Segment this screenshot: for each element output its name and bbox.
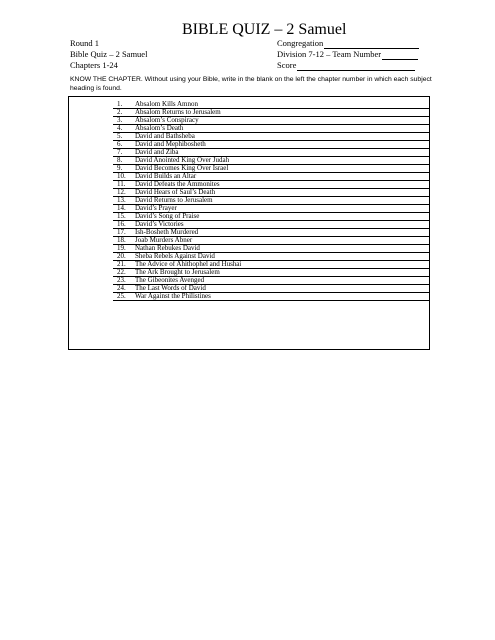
question-number: 9. bbox=[117, 164, 123, 172]
team-number-field bbox=[277, 49, 419, 60]
question-number: 18. bbox=[117, 236, 126, 244]
question-text: The Last Words of David bbox=[135, 284, 206, 292]
question-text: The Ark Brought to Jerusalem bbox=[135, 268, 220, 276]
question-number: 21. bbox=[117, 260, 126, 268]
question-row bbox=[113, 293, 430, 301]
question-text: David’s Victories bbox=[135, 220, 184, 228]
score-blank[interactable] bbox=[297, 62, 415, 71]
question-text: David Builds an Altar bbox=[135, 172, 197, 180]
question-text: Absalom Kills Amnon bbox=[135, 100, 199, 108]
congregation-label: Congregation bbox=[277, 38, 324, 48]
question-number: 12. bbox=[117, 188, 126, 196]
question-number: 14. bbox=[117, 204, 126, 212]
question-number: 22. bbox=[117, 268, 126, 276]
question-number: 2. bbox=[117, 108, 123, 116]
congregation-blank[interactable] bbox=[324, 40, 419, 49]
instructions: KNOW THE CHAPTER. Without using your Bible, write in the blank on the left the chapter number in which each subject heading is found. bbox=[70, 76, 432, 92]
team-number-label: Division 7-12 – Team Number bbox=[277, 49, 382, 59]
question-text: Sheba Rebels Against David bbox=[135, 252, 215, 260]
question-number: 6. bbox=[117, 140, 123, 148]
question-text: David Defeats the Ammonites bbox=[135, 180, 220, 188]
question-text: David and Ziba bbox=[135, 148, 179, 156]
question-text: David and Mephibosheth bbox=[135, 140, 206, 148]
question-number: 4. bbox=[117, 124, 123, 132]
question-number: 16. bbox=[117, 220, 126, 228]
score-field bbox=[277, 60, 419, 71]
page-title: BIBLE QUIZ – 2 Samuel bbox=[182, 21, 347, 38]
question-text: David’s Prayer bbox=[135, 204, 177, 212]
question-number: 11. bbox=[117, 180, 126, 188]
question-text: David Anointed King Over Judah bbox=[135, 156, 230, 164]
header-right bbox=[277, 38, 419, 71]
question-text: David Becomes King Over Israel bbox=[135, 164, 229, 172]
question-number: 15. bbox=[117, 212, 126, 220]
question-number: 8. bbox=[117, 156, 123, 164]
question-text: The Gibeonites Avenged bbox=[135, 276, 205, 284]
question-number: 7. bbox=[117, 148, 123, 156]
score-label: Score bbox=[277, 60, 297, 70]
question-number: 1. bbox=[117, 100, 123, 108]
question-text: Absalom’s Death bbox=[135, 124, 184, 132]
question-text: David’s Song of Praise bbox=[135, 212, 200, 220]
question-number: 5. bbox=[117, 132, 123, 140]
question-text: Ish-Bosheth Murdered bbox=[135, 228, 199, 236]
question-text: Joab Murders Abner bbox=[135, 236, 193, 244]
team-number-blank[interactable] bbox=[382, 51, 418, 60]
round-label: Round 1 bbox=[70, 38, 100, 48]
question-text: David Hears of Saul’s Death bbox=[135, 188, 216, 196]
question-text: Absalom Returns to Jerusalem bbox=[135, 108, 221, 116]
question-text: Absalom’s Conspiracy bbox=[135, 116, 199, 124]
quiz-table bbox=[68, 96, 430, 350]
question-number: 3. bbox=[117, 116, 123, 124]
congregation-field bbox=[277, 38, 419, 49]
question-text: The Advice of Ahithophel and Hushai bbox=[135, 260, 242, 268]
question-number: 25. bbox=[117, 292, 126, 300]
question-text: David and Bathsheba bbox=[135, 132, 195, 140]
question-number: 23. bbox=[117, 276, 126, 284]
question-number: 24. bbox=[117, 284, 126, 292]
question-text: War Against the Philistines bbox=[135, 292, 211, 300]
quiz-name-label: Bible Quiz – 2 Samuel bbox=[70, 49, 148, 59]
question-number: 20. bbox=[117, 252, 126, 260]
question-number: 13. bbox=[117, 196, 126, 204]
question-text: David Returns to Jerusalem bbox=[135, 196, 213, 204]
question-text: Nathan Rebukes David bbox=[135, 244, 200, 252]
header-left bbox=[70, 38, 147, 71]
question-number: 10. bbox=[117, 172, 126, 180]
question-number: 17. bbox=[117, 228, 126, 236]
question-number: 19. bbox=[117, 244, 126, 252]
chapters-label: Chapters 1-24 bbox=[70, 60, 118, 70]
